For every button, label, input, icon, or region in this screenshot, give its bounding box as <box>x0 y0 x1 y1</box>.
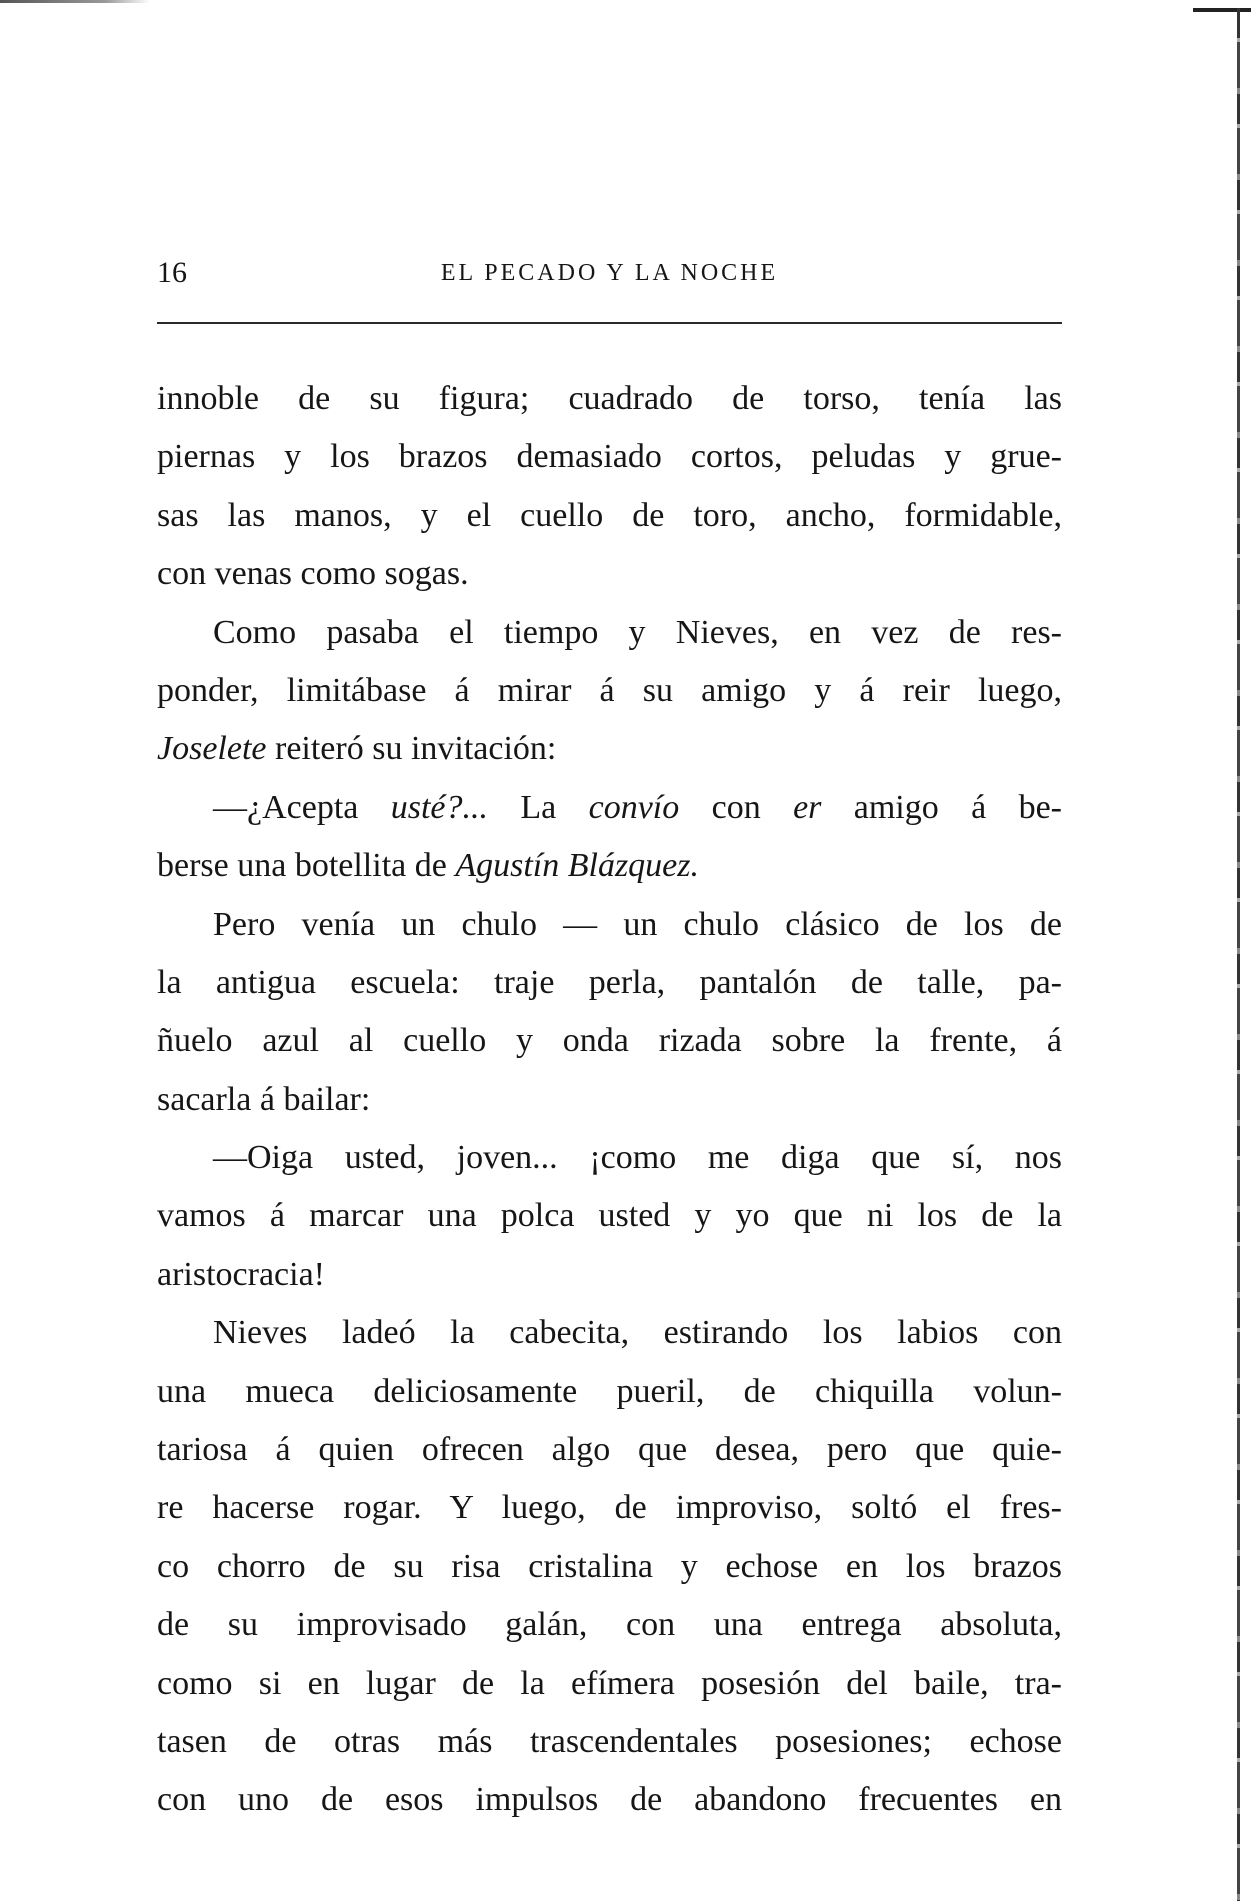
text-line <box>157 779 1062 837</box>
text-line <box>157 837 1062 895</box>
scan-edge-right <box>1193 0 1251 1901</box>
italic-name: Joselete <box>157 730 267 768</box>
text-line: con venas como sogas. <box>157 555 469 593</box>
text-line: Pero venía un chulo — un chulo clásico de los de <box>213 905 1062 943</box>
scan-edge-top <box>0 0 150 3</box>
text-line: ponder, limitábase á mirar á su amigo y á reir luego, <box>157 671 1062 709</box>
header-rule <box>157 322 1062 324</box>
text-line: como si en lugar de la efímera posesión del baile, tra- <box>157 1664 1062 1702</box>
scan-edge-tick <box>1193 8 1251 12</box>
text-line: co chorro de su risa cristalina y echose en los brazos <box>157 1547 1062 1585</box>
text-fragment: amigo á be- <box>821 788 1062 826</box>
text-line: de su improvisado galán, con una entrega absoluta, <box>157 1606 1062 1644</box>
text-line: re hacerse rogar. Y luego, de improviso, soltó el fres- <box>157 1489 1062 1527</box>
italic-fragment: usté?... <box>390 788 489 826</box>
text-fragment: —¿Acepta <box>213 788 391 826</box>
text-fragment: con <box>679 788 794 826</box>
scan-edge-line <box>1237 8 1240 1901</box>
text-line: aristocracia! <box>157 1255 325 1293</box>
text-line: innoble de su figura; cuadrado de torso, tenía las <box>157 380 1062 417</box>
body-text <box>157 370 1062 1830</box>
text-line: una mueca deliciosamente pueril, de chiquilla volun- <box>157 1372 1062 1410</box>
text-line: ñuelo azul al cuello y onda rizada sobre la frente, á <box>157 1022 1062 1060</box>
text-line: tariosa á quien ofrecen algo que desea, pero que quie- <box>157 1431 1062 1469</box>
text-fragment: reiteró su invitación: <box>266 730 557 768</box>
running-title: EL PECADO Y LA NOCHE <box>440 260 779 286</box>
text-fragment: La <box>488 788 589 826</box>
text-line <box>157 720 1062 778</box>
text-line: —Oiga usted, joven... ¡como me diga que sí, nos <box>213 1139 1062 1177</box>
italic-fragment: convío <box>588 788 680 826</box>
text-line: con uno de esos impulsos de abandono frecuentes en <box>157 1781 1062 1819</box>
text-line: la antigua escuela: traje perla, pantalón de talle, pa- <box>157 963 1062 1001</box>
text-line: tasen de otras más trascendentales posesiones; echose <box>157 1722 1062 1760</box>
page-header <box>157 253 1062 303</box>
text-line: Como pasaba el tiempo y Nieves, en vez de res- <box>213 613 1062 651</box>
italic-fragment: er <box>793 788 822 826</box>
text-line: sacarla á bailar: <box>157 1080 371 1118</box>
text-line: Nieves ladeó la cabecita, estirando los labios con <box>213 1314 1062 1352</box>
text-line: piernas y los brazos demasiado cortos, peludas y grue- <box>157 438 1062 476</box>
text-line: sas las manos, y el cuello de toro, ancho, formidable, <box>157 496 1062 534</box>
text-fragment: berse una botellita de <box>157 847 456 885</box>
page-number: 16 <box>157 256 187 289</box>
text-line: vamos á marcar una polca usted y yo que ni los de la <box>157 1197 1062 1235</box>
italic-fragment: Agustín Blázquez. <box>455 847 700 885</box>
